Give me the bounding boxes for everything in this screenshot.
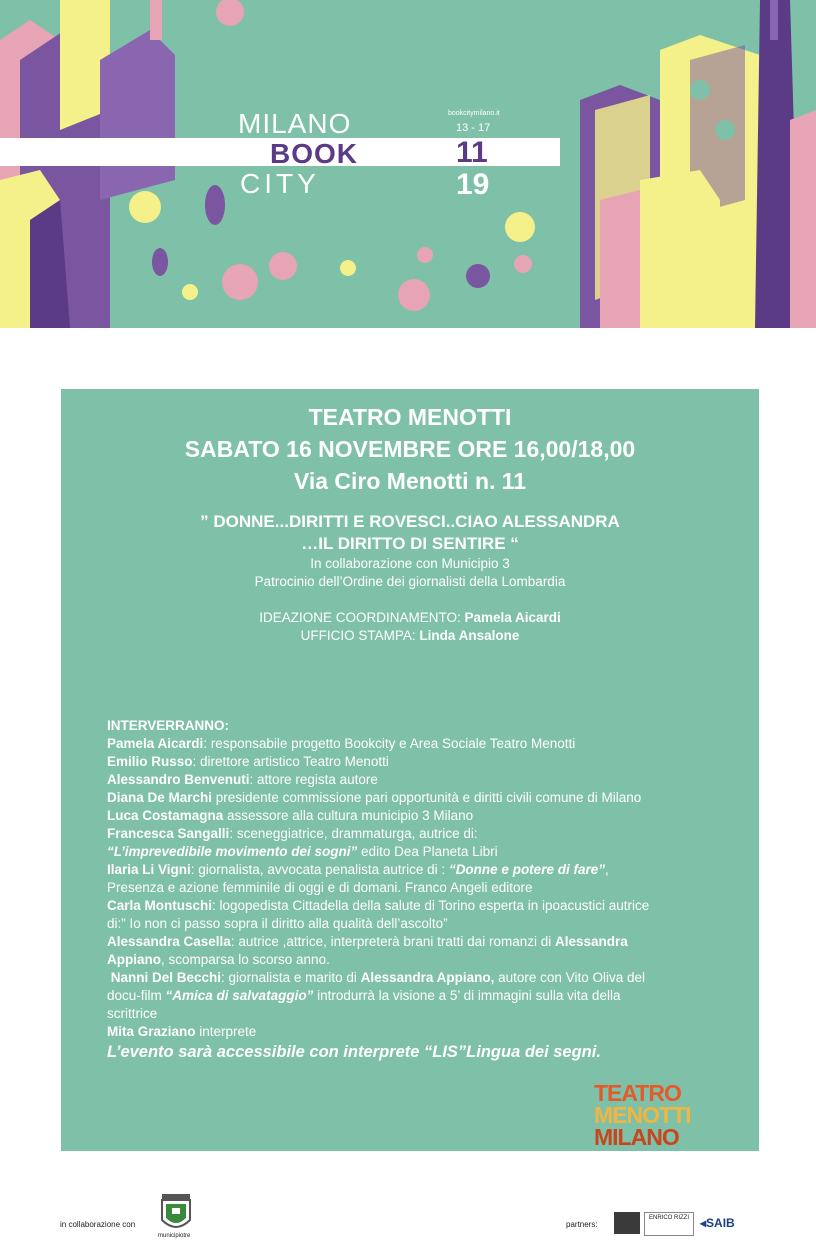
event-title-line1: ” DONNE...DIRITTI E ROVESCI..CIAO ALESSANDRA	[200, 512, 620, 531]
list-item: Alessandra Casella: autrice ,attrice, interpreterà brani tratti dai romanzi di Alessandra	[107, 934, 628, 949]
event-date: SABATO 16 NOVEMBRE ORE 16,00/18,00	[184, 436, 636, 462]
list-item: di:” Io non ci passo sopra il diritto alla qualità dell’ascolto”	[107, 916, 448, 931]
logo-year: 19	[456, 168, 490, 201]
list-item: Appiano, scomparsa lo scorso anno.	[107, 952, 330, 967]
list-item: “L’imprevedibile movimento dei sogni” edito Dea Planeta Libri	[107, 844, 498, 859]
list-item: Presenza e azione femminile di oggi e di domani. Franco Angeli editore	[107, 880, 533, 895]
event-panel	[61, 389, 759, 1151]
logo-month: 11	[456, 136, 488, 169]
collab-line: In collaborazione con Municipio 3	[310, 556, 510, 571]
bookcity-logo	[238, 108, 538, 208]
event-address: Via Ciro Menotti n. 11	[293, 468, 527, 494]
list-item: scrittrice	[107, 1006, 158, 1021]
list-item: Alessandro Benvenuti: attore regista autore	[107, 772, 378, 787]
municipio-crest-icon	[158, 1194, 194, 1236]
partner-logo-1	[614, 1212, 640, 1234]
speakers-heading: INTERVERRANNO:	[107, 718, 230, 733]
list-item: Mita Graziano interprete	[107, 1024, 257, 1039]
logo-days: 13 - 17	[456, 122, 491, 134]
event-title-line2: …IL DIRITTO DI SENTIRE “	[301, 534, 519, 553]
list-item: Francesca Sangalli: sceneggiatrice, drammaturga, autrice di:	[107, 826, 478, 841]
list-item: Diana De Marchi presidente commissione pari opportunità e diritti civili comune di Milano	[107, 790, 642, 805]
teatro-menotti-logo: TEATRO MENOTTI MILANO	[594, 1080, 691, 1150]
footer-partners-label: partners:	[566, 1220, 598, 1229]
ideazione-line: IDEAZIONE COORDINAMENTO: Pamela Aicardi	[259, 610, 561, 625]
stampa-line: UFFICIO STAMPA: Linda Ansalone	[300, 628, 520, 643]
list-item: Nanni Del Becchi: giornalista e marito di Alessandra Appiano, autore con Vito Oliva del	[110, 970, 645, 985]
list-item: Luca Costamagna assessore alla cultura municipio 3 Milano	[107, 808, 474, 823]
municipio-label: municipiotre	[158, 1233, 191, 1239]
list-item: Emilio Russo: direttore artistico Teatro Menotti	[107, 754, 389, 769]
speakers-list	[107, 717, 747, 1061]
logo-city: CITY	[240, 168, 320, 199]
logo-book: BOOK	[270, 138, 358, 169]
list-item: Carla Montuschi: logopedista Cittadella della salute di Torino esperta in ipoacustici autrice	[107, 898, 650, 913]
venue-title: TEATRO MENOTTI	[308, 404, 512, 430]
partner-logo-saib: ◂SAIB	[700, 1216, 735, 1230]
list-item: Ilaria Li Vigni: giornalista, avvocata penalista autrice di : “Donne e potere di fare”,	[107, 862, 609, 877]
list-item: docu-film “Amica di salvataggio” introdurrà la visione a 5’ di immagini sulla vita della	[107, 988, 621, 1003]
header-banner	[0, 0, 816, 328]
logo-url: bookcitymilano.it	[448, 110, 500, 117]
accessibility-note: L’evento sarà accessibile con interprete “LIS”Lingua dei segni.	[107, 1043, 601, 1061]
list-item: Pamela Aicardi: responsabile progetto Bookcity e Area Sociale Teatro Menotti	[107, 736, 576, 751]
patronage-line: Patrocinio dell’Ordine dei giornalisti della Lombardia	[254, 574, 566, 589]
logo-milano: MILANO	[238, 108, 352, 139]
footer-collab-label: in collaborazione con	[60, 1220, 136, 1229]
partner-logo-2: ENRICO RIZZI	[644, 1212, 694, 1236]
